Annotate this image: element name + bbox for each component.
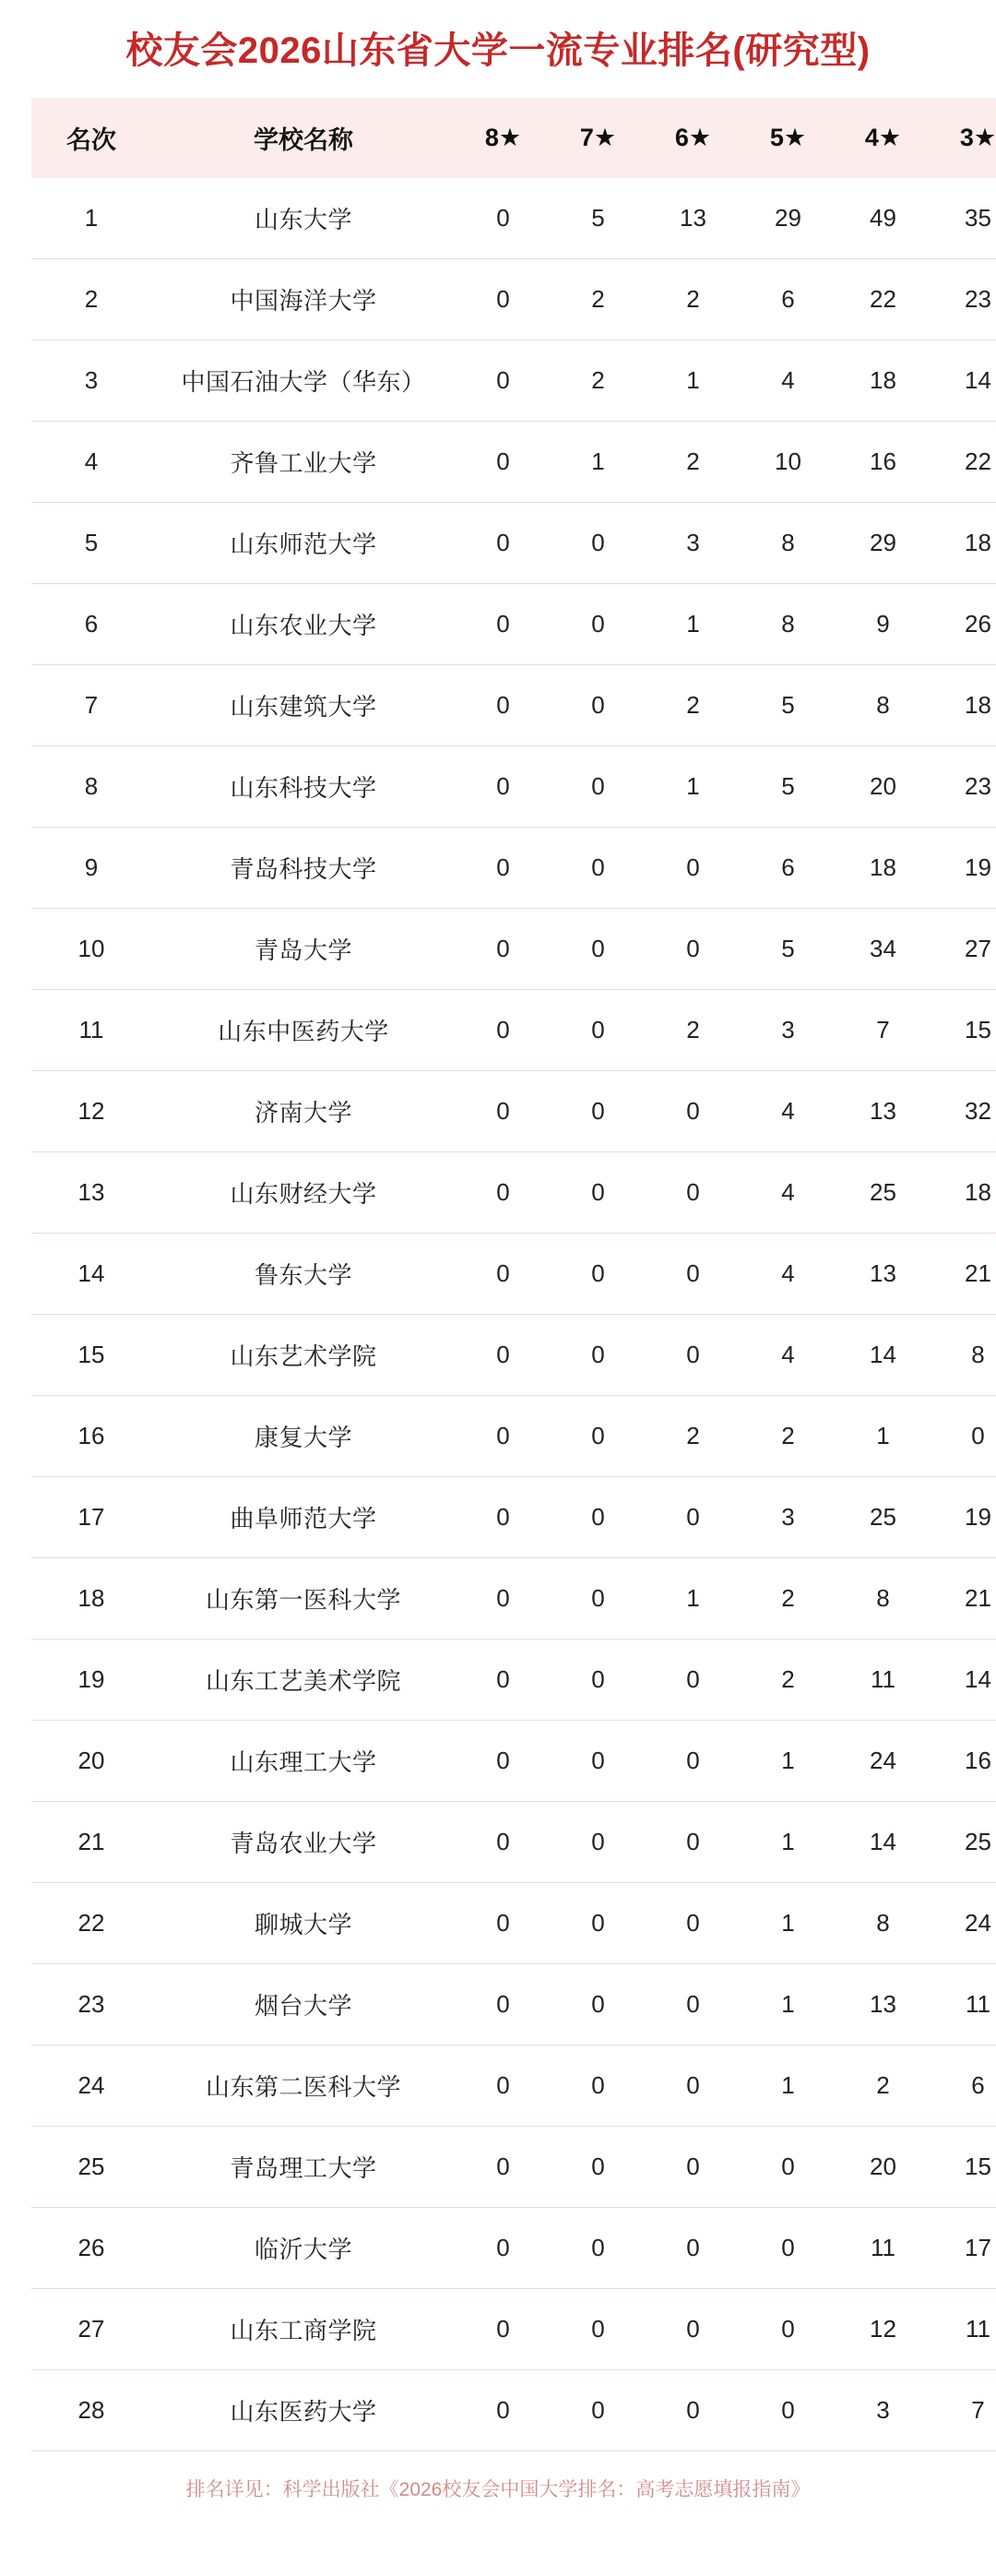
table-row: [31, 503, 996, 584]
cell-8star: 0: [456, 665, 551, 746]
cell-6star: 1: [646, 340, 741, 422]
cell-school: 山东农业大学: [151, 584, 456, 665]
cell-rank: 5: [31, 503, 151, 584]
cell-3star: 16: [931, 1721, 996, 1802]
table-row: [31, 2208, 996, 2289]
cell-3star: 0: [931, 1396, 996, 1477]
cell-7star: 0: [551, 1152, 646, 1234]
cell-8star: 0: [456, 584, 551, 665]
cell-7star: 0: [551, 2045, 646, 2127]
cell-7star: 0: [551, 2289, 646, 2370]
cell-8star: 0: [456, 1802, 551, 1883]
cell-8star: 0: [456, 2370, 551, 2451]
cell-6star: 0: [646, 1152, 741, 1234]
table-row: [31, 584, 996, 665]
cell-7star: 0: [551, 828, 646, 909]
cell-rank: 16: [31, 1396, 151, 1477]
cell-5star: 5: [741, 665, 836, 746]
cell-rank: 21: [31, 1802, 151, 1883]
cell-6star: 0: [646, 828, 741, 909]
cell-school: 临沂大学: [151, 2208, 456, 2289]
cell-rank: 14: [31, 1234, 151, 1315]
column-header-5star: 5★: [741, 98, 836, 178]
cell-4star: 3: [836, 2370, 931, 2451]
cell-3star: 24: [931, 1883, 996, 1964]
cell-8star: 0: [456, 1883, 551, 1964]
table-row: [31, 422, 996, 503]
cell-6star: 0: [646, 2045, 741, 2127]
cell-5star: 0: [741, 2289, 836, 2370]
cell-5star: 2: [741, 1558, 836, 1640]
cell-4star: 8: [836, 665, 931, 746]
cell-7star: 0: [551, 665, 646, 746]
table-row: [31, 1883, 996, 1964]
cell-school: 山东艺术学院: [151, 1315, 456, 1396]
cell-3star: 19: [931, 828, 996, 909]
cell-5star: 4: [741, 1234, 836, 1315]
table-row: [31, 2289, 996, 2370]
cell-3star: 8: [931, 1315, 996, 1396]
cell-8star: 0: [456, 422, 551, 503]
cell-4star: 14: [836, 1802, 931, 1883]
cell-rank: 23: [31, 1964, 151, 2045]
cell-school: 山东医药大学: [151, 2370, 456, 2451]
table-header-row: [31, 98, 996, 178]
table-row: [31, 746, 996, 828]
cell-5star: 1: [741, 1964, 836, 2045]
cell-6star: 2: [646, 1396, 741, 1477]
table-row: [31, 2045, 996, 2127]
cell-7star: 5: [551, 178, 646, 259]
cell-5star: 3: [741, 990, 836, 1071]
cell-3star: 18: [931, 503, 996, 584]
cell-7star: 0: [551, 1396, 646, 1477]
cell-4star: 7: [836, 990, 931, 1071]
cell-rank: 13: [31, 1152, 151, 1234]
column-header-6star: 6★: [646, 98, 741, 178]
cell-3star: 23: [931, 259, 996, 340]
cell-3star: 17: [931, 2208, 996, 2289]
cell-4star: 11: [836, 1640, 931, 1721]
table-row: [31, 990, 996, 1071]
cell-8star: 0: [456, 1071, 551, 1152]
cell-3star: 25: [931, 1802, 996, 1883]
cell-school: 山东工商学院: [151, 2289, 456, 2370]
cell-school: 山东师范大学: [151, 503, 456, 584]
cell-3star: 14: [931, 340, 996, 422]
cell-4star: 18: [836, 340, 931, 422]
cell-8star: 0: [456, 1315, 551, 1396]
cell-7star: 0: [551, 1315, 646, 1396]
table-row: [31, 340, 996, 422]
cell-school: 济南大学: [151, 1071, 456, 1152]
column-header-8star: 8★: [456, 98, 551, 178]
cell-5star: 2: [741, 1640, 836, 1721]
cell-8star: 0: [456, 1721, 551, 1802]
cell-rank: 12: [31, 1071, 151, 1152]
cell-rank: 20: [31, 1721, 151, 1802]
cell-school: 齐鲁工业大学: [151, 422, 456, 503]
cell-4star: 13: [836, 1964, 931, 2045]
cell-7star: 0: [551, 1071, 646, 1152]
cell-6star: 0: [646, 1477, 741, 1558]
cell-3star: 32: [931, 1071, 996, 1152]
cell-3star: 11: [931, 1964, 996, 2045]
cell-5star: 0: [741, 2370, 836, 2451]
cell-rank: 10: [31, 909, 151, 990]
cell-8star: 0: [456, 990, 551, 1071]
column-header-rank: 名次: [31, 98, 151, 178]
cell-4star: 25: [836, 1477, 931, 1558]
table-row: [31, 1396, 996, 1477]
cell-5star: 1: [741, 1721, 836, 1802]
cell-6star: 0: [646, 1640, 741, 1721]
cell-3star: 21: [931, 1558, 996, 1640]
footer-note: 排名详见：科学出版社《2026校友会中国大学排名：高考志愿填报指南》: [185, 2479, 811, 2500]
cell-6star: 1: [646, 1558, 741, 1640]
cell-4star: 9: [836, 584, 931, 665]
cell-4star: 16: [836, 422, 931, 503]
cell-5star: 10: [741, 422, 836, 503]
cell-3star: 18: [931, 1152, 996, 1234]
cell-6star: 0: [646, 1315, 741, 1396]
cell-6star: 0: [646, 2289, 741, 2370]
cell-5star: 1: [741, 2045, 836, 2127]
cell-school: 山东工艺美术学院: [151, 1640, 456, 1721]
table-row: [31, 828, 996, 909]
cell-6star: 0: [646, 2208, 741, 2289]
cell-3star: 22: [931, 422, 996, 503]
cell-rank: 27: [31, 2289, 151, 2370]
cell-5star: 4: [741, 1315, 836, 1396]
table-row: [31, 1558, 996, 1640]
cell-4star: 14: [836, 1315, 931, 1396]
cell-4star: 25: [836, 1152, 931, 1234]
cell-7star: 0: [551, 584, 646, 665]
cell-rank: 9: [31, 828, 151, 909]
cell-3star: 15: [931, 2127, 996, 2208]
cell-rank: 4: [31, 422, 151, 503]
cell-7star: 0: [551, 1558, 646, 1640]
cell-3star: 6: [931, 2045, 996, 2127]
cell-rank: 25: [31, 2127, 151, 2208]
cell-5star: 6: [741, 259, 836, 340]
cell-rank: 17: [31, 1477, 151, 1558]
cell-5star: 6: [741, 828, 836, 909]
cell-8star: 0: [456, 1964, 551, 2045]
cell-4star: 2: [836, 2045, 931, 2127]
cell-3star: 23: [931, 746, 996, 828]
ranking-table: [31, 98, 996, 2451]
cell-school: 山东理工大学: [151, 1721, 456, 1802]
cell-3star: 19: [931, 1477, 996, 1558]
cell-6star: 0: [646, 1883, 741, 1964]
cell-rank: 28: [31, 2370, 151, 2451]
cell-8star: 0: [456, 828, 551, 909]
cell-rank: 3: [31, 340, 151, 422]
cell-school: 康复大学: [151, 1396, 456, 1477]
cell-school: 山东第二医科大学: [151, 2045, 456, 2127]
table-row: [31, 1802, 996, 1883]
cell-7star: 0: [551, 2370, 646, 2451]
cell-5star: 3: [741, 1477, 836, 1558]
cell-7star: 0: [551, 2208, 646, 2289]
cell-8star: 0: [456, 1558, 551, 1640]
cell-rank: 1: [31, 178, 151, 259]
cell-5star: 8: [741, 584, 836, 665]
column-header-3star: 3★: [931, 98, 996, 178]
cell-6star: 1: [646, 746, 741, 828]
cell-7star: 0: [551, 909, 646, 990]
cell-8star: 0: [456, 1477, 551, 1558]
cell-school: 烟台大学: [151, 1964, 456, 2045]
cell-5star: 4: [741, 1071, 836, 1152]
cell-7star: 2: [551, 340, 646, 422]
cell-4star: 29: [836, 503, 931, 584]
cell-rank: 15: [31, 1315, 151, 1396]
cell-school: 聊城大学: [151, 1883, 456, 1964]
table-row: [31, 1071, 996, 1152]
cell-rank: 19: [31, 1640, 151, 1721]
cell-3star: 7: [931, 2370, 996, 2451]
cell-6star: 0: [646, 1964, 741, 2045]
cell-7star: 2: [551, 259, 646, 340]
cell-8star: 0: [456, 2127, 551, 2208]
cell-5star: 29: [741, 178, 836, 259]
cell-rank: 2: [31, 259, 151, 340]
cell-6star: 2: [646, 259, 741, 340]
cell-school: 青岛农业大学: [151, 1802, 456, 1883]
table-header: [31, 98, 996, 178]
cell-4star: 18: [836, 828, 931, 909]
cell-4star: 20: [836, 2127, 931, 2208]
cell-school: 山东第一医科大学: [151, 1558, 456, 1640]
cell-8star: 0: [456, 1152, 551, 1234]
cell-rank: 6: [31, 584, 151, 665]
cell-7star: 0: [551, 1640, 646, 1721]
table-row: [31, 178, 996, 259]
cell-3star: 15: [931, 990, 996, 1071]
cell-6star: 0: [646, 909, 741, 990]
cell-7star: 1: [551, 422, 646, 503]
cell-4star: 1: [836, 1396, 931, 1477]
table-row: [31, 2370, 996, 2451]
cell-7star: 0: [551, 990, 646, 1071]
cell-4star: 12: [836, 2289, 931, 2370]
cell-4star: 13: [836, 1234, 931, 1315]
cell-4star: 22: [836, 259, 931, 340]
cell-3star: 26: [931, 584, 996, 665]
column-header-school: 学校名称: [151, 98, 456, 178]
cell-8star: 0: [456, 2045, 551, 2127]
table-row: [31, 1477, 996, 1558]
table-row: [31, 1152, 996, 1234]
cell-3star: 27: [931, 909, 996, 990]
cell-school: 青岛大学: [151, 909, 456, 990]
table-row: [31, 1721, 996, 1802]
cell-5star: 1: [741, 1883, 836, 1964]
table-row: [31, 909, 996, 990]
cell-6star: 0: [646, 1234, 741, 1315]
cell-8star: 0: [456, 178, 551, 259]
cell-5star: 2: [741, 1396, 836, 1477]
cell-school: 曲阜师范大学: [151, 1477, 456, 1558]
cell-3star: 11: [931, 2289, 996, 2370]
cell-8star: 0: [456, 1396, 551, 1477]
cell-7star: 0: [551, 1477, 646, 1558]
cell-school: 中国石油大学（华东）: [151, 340, 456, 422]
cell-8star: 0: [456, 1234, 551, 1315]
cell-6star: 0: [646, 2127, 741, 2208]
cell-7star: 0: [551, 2127, 646, 2208]
cell-5star: 5: [741, 909, 836, 990]
cell-rank: 11: [31, 990, 151, 1071]
cell-rank: 18: [31, 1558, 151, 1640]
cell-7star: 0: [551, 746, 646, 828]
page-title-bar: [31, 0, 965, 98]
cell-7star: 0: [551, 1883, 646, 1964]
cell-6star: 0: [646, 1721, 741, 1802]
table-row: [31, 2127, 996, 2208]
cell-rank: 26: [31, 2208, 151, 2289]
table-row: [31, 1234, 996, 1315]
cell-8star: 0: [456, 259, 551, 340]
cell-4star: 49: [836, 178, 931, 259]
cell-rank: 24: [31, 2045, 151, 2127]
cell-3star: 35: [931, 178, 996, 259]
column-header-7star: 7★: [551, 98, 646, 178]
cell-4star: 8: [836, 1558, 931, 1640]
table-body: [31, 178, 996, 2451]
cell-8star: 0: [456, 909, 551, 990]
cell-6star: 2: [646, 665, 741, 746]
table-row: [31, 665, 996, 746]
cell-school: 青岛理工大学: [151, 2127, 456, 2208]
cell-8star: 0: [456, 2208, 551, 2289]
cell-school: 中国海洋大学: [151, 259, 456, 340]
cell-7star: 0: [551, 1721, 646, 1802]
table-row: [31, 1315, 996, 1396]
table-row: [31, 1640, 996, 1721]
cell-school: 鲁东大学: [151, 1234, 456, 1315]
cell-3star: 21: [931, 1234, 996, 1315]
cell-rank: 8: [31, 746, 151, 828]
cell-5star: 4: [741, 340, 836, 422]
cell-4star: 24: [836, 1721, 931, 1802]
cell-4star: 34: [836, 909, 931, 990]
table-row: [31, 259, 996, 340]
cell-8star: 0: [456, 746, 551, 828]
cell-8star: 0: [456, 340, 551, 422]
cell-rank: 22: [31, 1883, 151, 1964]
cell-5star: 1: [741, 1802, 836, 1883]
cell-4star: 20: [836, 746, 931, 828]
cell-6star: 1: [646, 584, 741, 665]
cell-school: 青岛科技大学: [151, 828, 456, 909]
cell-5star: 4: [741, 1152, 836, 1234]
cell-7star: 0: [551, 503, 646, 584]
cell-6star: 0: [646, 1071, 741, 1152]
cell-3star: 14: [931, 1640, 996, 1721]
cell-4star: 13: [836, 1071, 931, 1152]
cell-rank: 7: [31, 665, 151, 746]
cell-5star: 0: [741, 2127, 836, 2208]
cell-5star: 0: [741, 2208, 836, 2289]
cell-school: 山东中医药大学: [151, 990, 456, 1071]
cell-4star: 8: [836, 1883, 931, 1964]
cell-6star: 2: [646, 422, 741, 503]
cell-3star: 18: [931, 665, 996, 746]
cell-7star: 0: [551, 1234, 646, 1315]
cell-8star: 0: [456, 503, 551, 584]
cell-7star: 0: [551, 1802, 646, 1883]
page-title: 校友会2026山东省大学一流专业排名(研究型): [125, 30, 871, 71]
cell-8star: 0: [456, 2289, 551, 2370]
cell-6star: 0: [646, 2370, 741, 2451]
table-row: [31, 1964, 996, 2045]
cell-school: 山东科技大学: [151, 746, 456, 828]
cell-school: 山东建筑大学: [151, 665, 456, 746]
cell-5star: 8: [741, 503, 836, 584]
cell-5star: 5: [741, 746, 836, 828]
cell-6star: 13: [646, 178, 741, 259]
column-header-4star: 4★: [836, 98, 931, 178]
cell-school: 山东大学: [151, 178, 456, 259]
cell-6star: 3: [646, 503, 741, 584]
cell-6star: 0: [646, 1802, 741, 1883]
cell-8star: 0: [456, 1640, 551, 1721]
cell-7star: 0: [551, 1964, 646, 2045]
cell-school: 山东财经大学: [151, 1152, 456, 1234]
cell-4star: 11: [836, 2208, 931, 2289]
cell-6star: 2: [646, 990, 741, 1071]
